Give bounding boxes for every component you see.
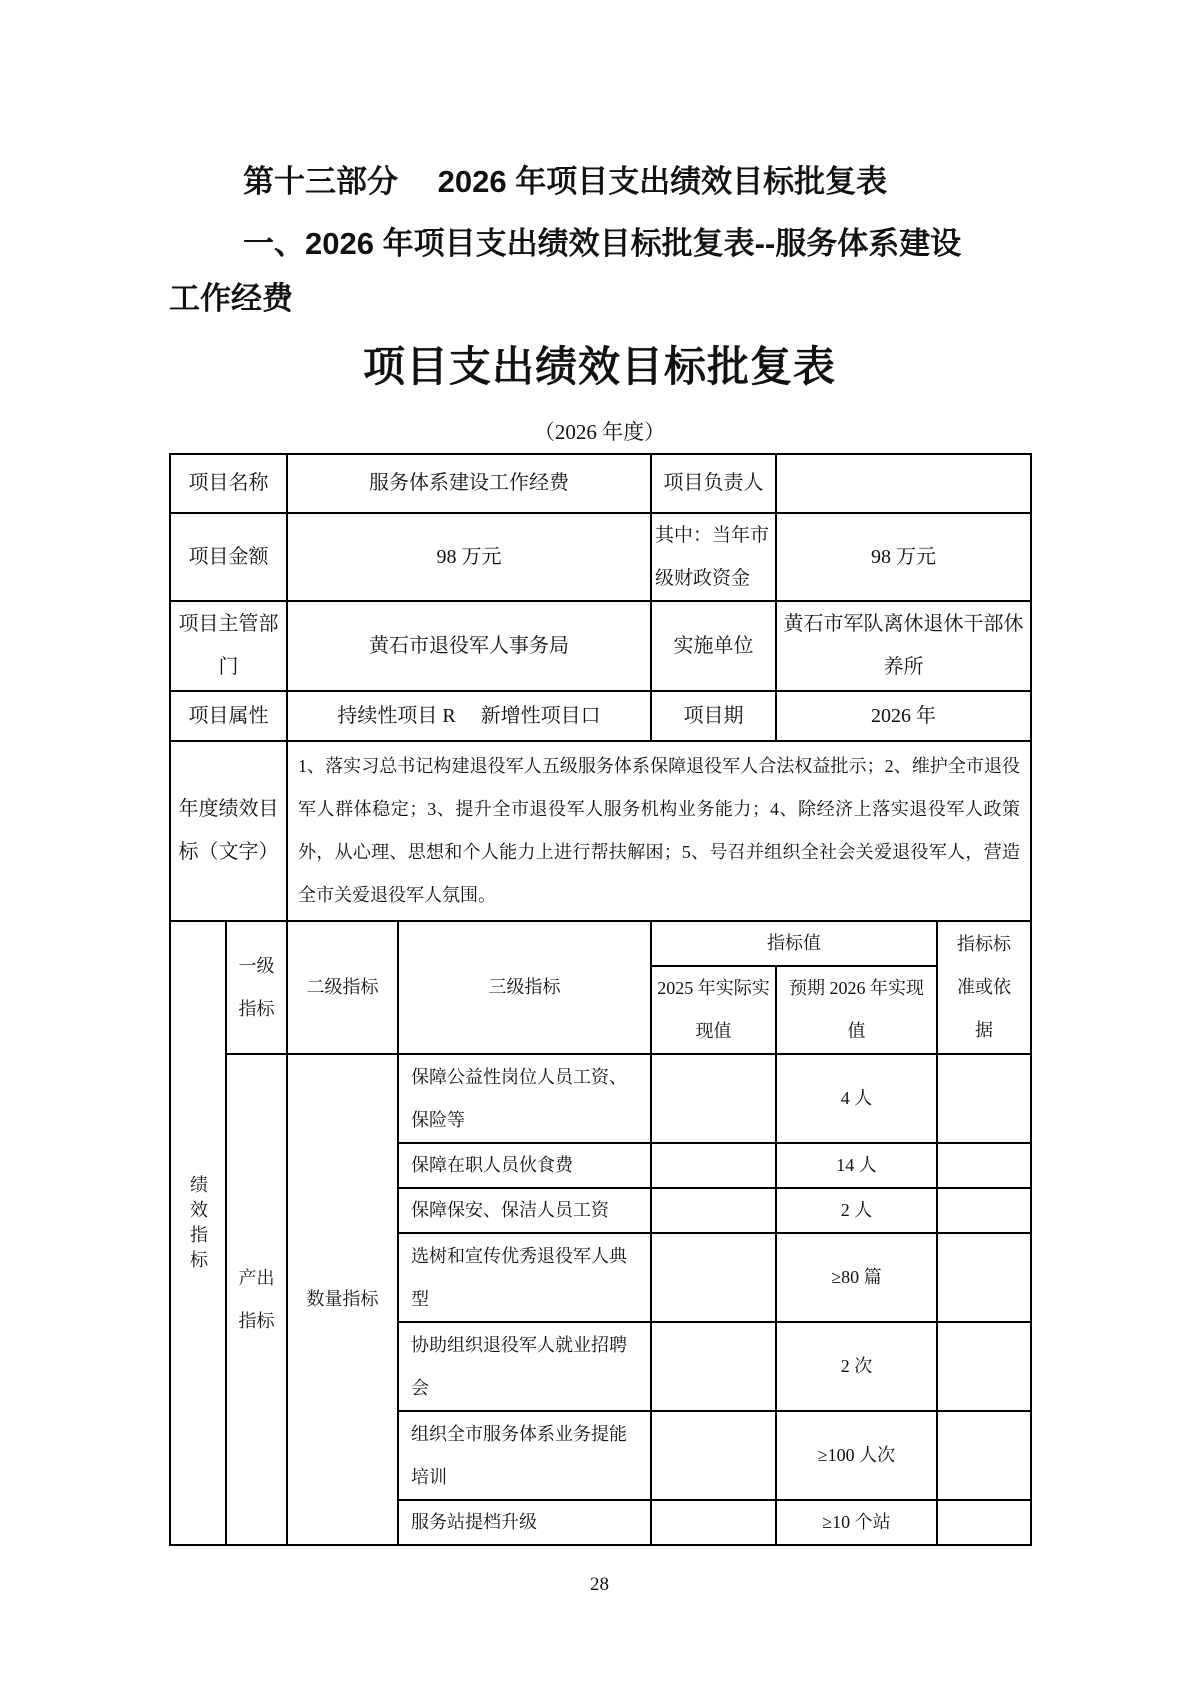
level2-value: 数量指标 bbox=[287, 1054, 398, 1545]
expected-2026-value: ≥80 篇 bbox=[776, 1233, 937, 1322]
standard-value bbox=[937, 1500, 1031, 1545]
standard-value bbox=[937, 1188, 1031, 1233]
table-row bbox=[170, 601, 1031, 691]
standard-value bbox=[937, 1411, 1031, 1500]
header-actual-2025: 2025 年实际实现值 bbox=[651, 966, 776, 1054]
amount-label: 项目金额 bbox=[170, 513, 287, 601]
period-label: 项目期 bbox=[651, 691, 776, 741]
header-standard: 指标标准或依据 bbox=[937, 921, 1031, 1054]
attr-value: 持续性项目 R 新增性项目口 bbox=[287, 691, 651, 741]
table-subtitle: （2026 年度） bbox=[533, 420, 666, 444]
project-manager-label: 项目负责人 bbox=[651, 454, 776, 513]
indicator-name: 保障在职人员伙食费 bbox=[398, 1143, 651, 1188]
expected-2026-value: 2 人 bbox=[776, 1188, 937, 1233]
city-fund-value: 98 万元 bbox=[776, 513, 1031, 601]
side-header-performance-indicators: 绩效指标 bbox=[170, 921, 226, 1545]
table-row bbox=[170, 454, 1031, 513]
project-name-value: 服务体系建设工作经费 bbox=[287, 454, 651, 513]
section-heading: 第十三部分 2026 年项目支出绩效目标批复表 bbox=[243, 164, 888, 199]
unit-value: 黄石市军队离休退休干部休养所 bbox=[776, 601, 1031, 691]
annual-goal-text: 1、落实习总书记构建退役军人五级服务体系保障退役军人合法权益批示；2、维护全市退役军人群体稳定；3、提升全市退役军人服务机构业务能力；4、除经济上落实退役军人政策外，从心理、思想和个人能力上进行帮扶解困；5、号召并组织全社会关爱退役军人，营造全市关爱退役军人氛围。 bbox=[287, 741, 1031, 921]
standard-value bbox=[937, 1233, 1031, 1322]
header-level2: 二级指标 bbox=[287, 921, 398, 1054]
expected-2026-value: ≥10 个站 bbox=[776, 1500, 937, 1545]
actual-2025-value bbox=[651, 1411, 776, 1500]
header-value-group: 指标值 bbox=[651, 921, 937, 966]
dept-value: 黄石市退役军人事务局 bbox=[287, 601, 651, 691]
table-row bbox=[170, 691, 1031, 741]
table-title: 项目支出绩效目标批复表 bbox=[362, 345, 836, 391]
indicator-name: 选树和宣传优秀退役军人典型 bbox=[398, 1233, 651, 1322]
dept-label: 项目主管部门 bbox=[170, 601, 287, 691]
performance-indicator-table bbox=[169, 920, 1032, 1546]
expected-2026-value: 4 人 bbox=[776, 1054, 937, 1143]
indicator-name: 保障公益性岗位人员工资、保险等 bbox=[398, 1054, 651, 1143]
unit-label: 实施单位 bbox=[651, 601, 776, 691]
project-info-table bbox=[169, 453, 1032, 922]
table-header-row bbox=[170, 921, 1031, 966]
actual-2025-value bbox=[651, 1500, 776, 1545]
standard-value bbox=[937, 1143, 1031, 1188]
period-value: 2026 年 bbox=[776, 691, 1031, 741]
indicator-name: 保障保安、保洁人员工资 bbox=[398, 1188, 651, 1233]
project-manager-value bbox=[776, 454, 1031, 513]
standard-value bbox=[937, 1054, 1031, 1143]
sub-heading: 一、2026 年项目支出绩效目标批复表--服务体系建设工作经费 bbox=[169, 226, 962, 316]
indicator-name: 服务站提档升级 bbox=[398, 1500, 651, 1545]
standard-value bbox=[937, 1322, 1031, 1411]
expected-2026-value: ≥100 人次 bbox=[776, 1411, 937, 1500]
header-expected-2026: 预期 2026 年实现值 bbox=[776, 966, 937, 1054]
actual-2025-value bbox=[651, 1233, 776, 1322]
expected-2026-value: 14 人 bbox=[776, 1143, 937, 1188]
expected-2026-value: 2 次 bbox=[776, 1322, 937, 1411]
actual-2025-value bbox=[651, 1054, 776, 1143]
table-row bbox=[170, 1054, 1031, 1143]
header-level3: 三级指标 bbox=[398, 921, 651, 1054]
actual-2025-value bbox=[651, 1322, 776, 1411]
attr-label: 项目属性 bbox=[170, 691, 287, 741]
level1-value: 产出指标 bbox=[226, 1054, 287, 1545]
header-level1: 一级指标 bbox=[226, 921, 287, 1054]
table-row bbox=[170, 741, 1031, 921]
tables-container bbox=[169, 453, 1030, 1546]
actual-2025-value bbox=[651, 1188, 776, 1233]
indicator-name: 组织全市服务体系业务提能培训 bbox=[398, 1411, 651, 1500]
city-fund-label: 其中：当年市级财政资金 bbox=[651, 513, 776, 601]
amount-value: 98 万元 bbox=[287, 513, 651, 601]
annual-goal-label: 年度绩效目标（文字） bbox=[170, 741, 287, 921]
table-row bbox=[170, 513, 1031, 601]
project-name-label: 项目名称 bbox=[170, 454, 287, 513]
actual-2025-value bbox=[651, 1143, 776, 1188]
indicator-name: 协助组织退役军人就业招聘会 bbox=[398, 1322, 651, 1411]
page-number: 28 bbox=[590, 1574, 609, 1595]
